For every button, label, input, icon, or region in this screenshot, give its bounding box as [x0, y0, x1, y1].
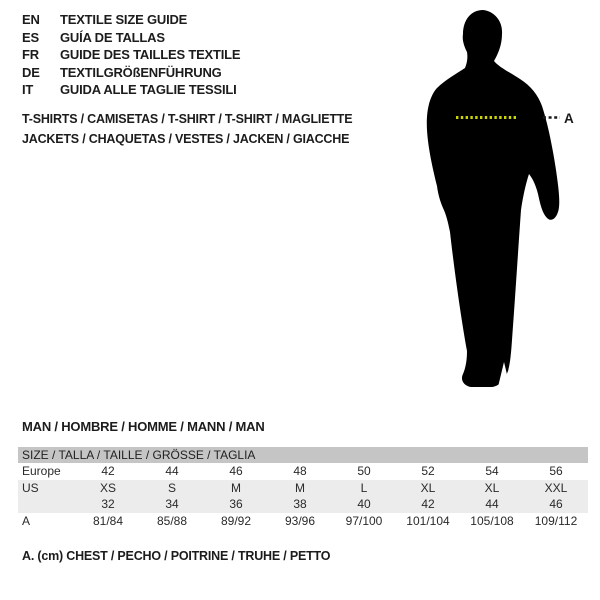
cell: 85/88	[156, 513, 188, 528]
lang-row-de	[22, 64, 240, 82]
cell: XXL	[544, 480, 568, 495]
table-row-europe	[18, 463, 588, 480]
garment-categories	[22, 109, 352, 149]
cell: 105/108	[470, 513, 514, 528]
lang-code: EN	[22, 12, 40, 27]
cell: 44	[485, 497, 499, 511]
lang-code: DE	[22, 64, 40, 80]
cell: 42	[101, 464, 115, 478]
measure-footnote: A. (cm) CHEST / PECHO / POITRINE / TRUHE / PETTO	[22, 549, 331, 563]
language-list	[22, 11, 240, 99]
category-tshirts: T-SHIRTS / CAMISETAS / T-SHIRT / T-SHIRT / MAGLIETTE	[22, 112, 353, 126]
cell: 101/104	[406, 513, 450, 528]
cell: 50	[357, 464, 371, 478]
cell: XL	[484, 480, 500, 495]
cell: 97/100	[345, 513, 383, 528]
cell: S	[167, 480, 176, 495]
man-silhouette-figure	[400, 0, 600, 420]
cell: M	[295, 480, 305, 495]
cell: 42	[421, 497, 435, 511]
lang-row-fr	[22, 46, 240, 64]
lang-label: TEXTILGRÖßENFÜHRUNG	[60, 64, 222, 80]
lang-label: TEXTILE SIZE GUIDE	[60, 12, 188, 27]
cell: 46	[229, 464, 243, 478]
table-row-chest-a	[18, 513, 588, 530]
cell: 54	[485, 464, 499, 478]
row-label: Europe	[22, 464, 61, 478]
cell: 56	[549, 464, 563, 478]
row-label: US	[22, 480, 39, 495]
lang-label: GUIDA ALLE TAGLIE TESSILI	[60, 82, 237, 97]
cell: XS	[99, 480, 116, 495]
cell: 32	[101, 497, 115, 511]
man-silhouette	[427, 10, 559, 387]
silhouette-svg	[400, 0, 600, 420]
cell: 40	[357, 497, 371, 511]
cell: 46	[549, 497, 563, 511]
lang-label: GUÍA DE TALLAS	[60, 29, 165, 45]
cell: 81/84	[92, 513, 124, 528]
cell: 48	[293, 464, 307, 478]
lang-code: FR	[22, 47, 39, 62]
cell: L	[360, 480, 368, 495]
row-label: A	[22, 513, 31, 528]
cell: 44	[165, 464, 179, 478]
cell: 89/92	[220, 513, 252, 528]
lang-code: IT	[22, 82, 34, 97]
lang-row-es	[22, 29, 240, 47]
section-title-man: MAN / HOMBRE / HOMME / MANN / MAN	[22, 419, 265, 434]
cell: 38	[293, 497, 307, 511]
cell: 109/112	[534, 513, 578, 528]
cell: 52	[421, 464, 435, 478]
cell: 36	[229, 497, 243, 511]
cell: M	[231, 480, 241, 495]
table-row-us-numeric	[18, 496, 588, 513]
lang-label: GUIDE DES TAILLES TEXTILE	[60, 47, 241, 62]
lang-code: ES	[22, 29, 39, 45]
category-jackets: JACKETS / CHAQUETAS / VESTES / JACKEN / GIACCHE	[22, 132, 350, 146]
size-table-header: SIZE / TALLA / TAILLE / GRÖSSE / TAGLIA	[18, 447, 588, 463]
measure-label-a: A	[564, 111, 574, 126]
cell: 93/96	[284, 513, 316, 528]
table-row-us	[18, 480, 588, 497]
lang-row-it	[22, 81, 240, 99]
cell: 34	[165, 497, 179, 511]
size-table	[18, 447, 588, 529]
lang-row-en	[22, 11, 240, 29]
row-label	[18, 496, 76, 513]
cell: XL	[420, 480, 436, 495]
